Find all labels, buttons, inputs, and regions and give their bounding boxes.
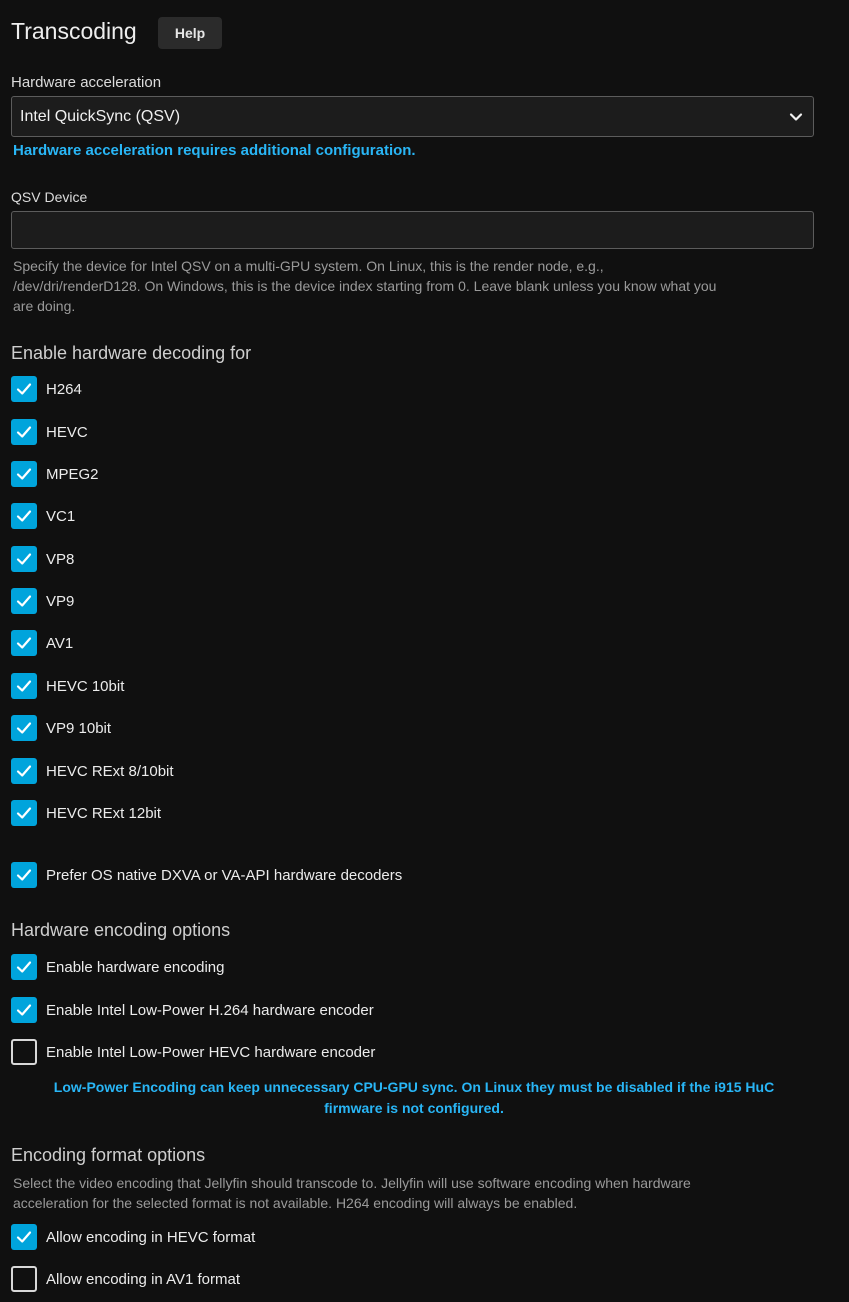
- decode-av1-checkbox[interactable]: [11, 630, 37, 656]
- checkmark-icon: [15, 592, 33, 610]
- format-section-heading: Encoding format options: [11, 1145, 206, 1165]
- checkmark-icon: [15, 804, 33, 822]
- low-power-warning: [11, 1077, 817, 1119]
- checkbox-label: VP8: [46, 550, 75, 568]
- allow-av1-encoding-checkbox-row[interactable]: [11, 1266, 240, 1292]
- hardware-acceleration-select[interactable]: [11, 96, 814, 137]
- decode-hevc-rext-12bit-checkbox[interactable]: [11, 800, 37, 826]
- low-power-hevc-checkbox[interactable]: [11, 1039, 37, 1065]
- qsv-device-hint: [13, 256, 716, 316]
- low-power-h264-checkbox-row[interactable]: [11, 997, 374, 1023]
- qsv-device-input[interactable]: [11, 211, 814, 249]
- checkmark-icon: [15, 423, 33, 441]
- decode-vc1-checkbox[interactable]: [11, 503, 37, 529]
- qsv-device-hint-line: /dev/dri/renderD128. On Windows, this is the device index starting from 0. Leave blank unless you know what you: [13, 278, 717, 294]
- checkbox-label: AV1: [46, 634, 74, 652]
- allow-hevc-encoding-checkbox[interactable]: [11, 1224, 37, 1250]
- allow-av1-encoding-checkbox[interactable]: [11, 1266, 37, 1292]
- checkbox-label: Enable Intel Low-Power H.264 hardware encoder: [46, 1001, 374, 1019]
- format-hint-line: acceleration for the selected format is not available. H264 encoding will always be enabled.: [13, 1195, 578, 1211]
- checkmark-icon: [15, 465, 33, 483]
- low-power-warning-line: firmware is not configured.: [324, 1100, 504, 1116]
- decode-hevc-rext-12bit-checkbox-row[interactable]: [11, 800, 161, 826]
- checkmark-icon: [15, 719, 33, 737]
- checkbox-label: VP9: [46, 592, 75, 610]
- enable-hw-encoding-checkbox-row[interactable]: [11, 954, 224, 980]
- decode-hevc-checkbox[interactable]: [11, 419, 37, 445]
- decoding-section-heading: Enable hardware decoding for: [11, 343, 252, 363]
- help-button[interactable]: Help: [158, 17, 222, 49]
- low-power-hevc-checkbox-row[interactable]: [11, 1039, 375, 1065]
- hardware-acceleration-config-link[interactable]: Hardware acceleration requires additional configuration.: [13, 142, 416, 159]
- page-title: Transcoding: [11, 18, 137, 44]
- decode-vp8-checkbox[interactable]: [11, 546, 37, 572]
- hardware-acceleration-label: Hardware acceleration: [11, 74, 162, 91]
- checkbox-label: H264: [46, 380, 82, 398]
- decode-vp9-10bit-checkbox[interactable]: [11, 715, 37, 741]
- checkmark-icon: [15, 380, 33, 398]
- checkbox-label: Enable hardware encoding: [46, 958, 225, 976]
- checkbox-label: HEVC RExt 12bit: [46, 804, 162, 822]
- low-power-warning-line: Low-Power Encoding can keep unnecessary CPU-GPU sync. On Linux they must be disabled if the i915 HuC: [53, 1079, 775, 1095]
- decode-hevc-rext-8-10bit-checkbox-row[interactable]: [11, 758, 174, 784]
- decode-hevc-rext-8-10bit-checkbox[interactable]: [11, 758, 37, 784]
- decode-vp9-10bit-checkbox-row[interactable]: [11, 715, 111, 741]
- checkbox-label: Prefer OS native DXVA or VA-API hardware decoders: [46, 866, 403, 884]
- checkmark-icon: [15, 762, 33, 780]
- checkmark-icon: [15, 866, 33, 884]
- allow-hevc-encoding-checkbox-row[interactable]: [11, 1224, 255, 1250]
- checkbox-label: HEVC: [46, 423, 88, 441]
- format-hint-line: Select the video encoding that Jellyfin should transcode to. Jellyfin will use software encoding when hardware: [13, 1175, 691, 1191]
- prefer-native-decoders-checkbox[interactable]: [11, 862, 37, 888]
- checkbox-label: VC1: [46, 507, 76, 525]
- qsv-device-label: QSV Device: [11, 189, 88, 205]
- decode-vc1-checkbox-row[interactable]: [11, 503, 75, 529]
- chevron-down-icon: [789, 110, 803, 124]
- checkbox-label: Enable Intel Low-Power HEVC hardware encoder: [46, 1043, 376, 1061]
- decode-h264-checkbox-row[interactable]: [11, 376, 82, 402]
- prefer-native-decoders-checkbox-row[interactable]: [11, 862, 402, 888]
- checkbox-label: HEVC 10bit: [46, 677, 125, 695]
- decode-hevc-10bit-checkbox[interactable]: [11, 673, 37, 699]
- decode-hevc-checkbox-row[interactable]: [11, 419, 88, 445]
- decode-vp9-checkbox-row[interactable]: [11, 588, 74, 614]
- checkbox-label: Allow encoding in HEVC format: [46, 1228, 256, 1246]
- checkmark-icon: [15, 1228, 33, 1246]
- checkmark-icon: [15, 677, 33, 695]
- encoding-section-heading: Hardware encoding options: [11, 920, 231, 940]
- decode-h264-checkbox[interactable]: [11, 376, 37, 402]
- decode-mpeg2-checkbox[interactable]: [11, 461, 37, 487]
- checkmark-icon: [15, 507, 33, 525]
- checkbox-label: VP9 10bit: [46, 719, 112, 737]
- qsv-device-hint-line: Specify the device for Intel QSV on a multi-GPU system. On Linux, this is the render node, e.g.,: [13, 258, 604, 274]
- hardware-acceleration-value: Intel QuickSync (QSV): [20, 107, 181, 125]
- enable-hw-encoding-checkbox[interactable]: [11, 954, 37, 980]
- qsv-device-hint-line: are doing.: [13, 298, 76, 314]
- checkbox-label: MPEG2: [46, 465, 99, 483]
- checkmark-icon: [15, 1001, 33, 1019]
- format-hint: [13, 1173, 691, 1213]
- low-power-h264-checkbox[interactable]: [11, 997, 37, 1023]
- checkbox-label: Allow encoding in AV1 format: [46, 1270, 240, 1288]
- decode-mpeg2-checkbox-row[interactable]: [11, 461, 99, 487]
- checkmark-icon: [15, 550, 33, 568]
- decode-vp8-checkbox-row[interactable]: [11, 546, 74, 572]
- checkbox-label: HEVC RExt 8/10bit: [46, 762, 174, 780]
- decode-av1-checkbox-row[interactable]: [11, 630, 73, 656]
- decode-vp9-checkbox[interactable]: [11, 588, 37, 614]
- decode-hevc-10bit-checkbox-row[interactable]: [11, 673, 124, 699]
- checkmark-icon: [15, 634, 33, 652]
- checkmark-icon: [15, 958, 33, 976]
